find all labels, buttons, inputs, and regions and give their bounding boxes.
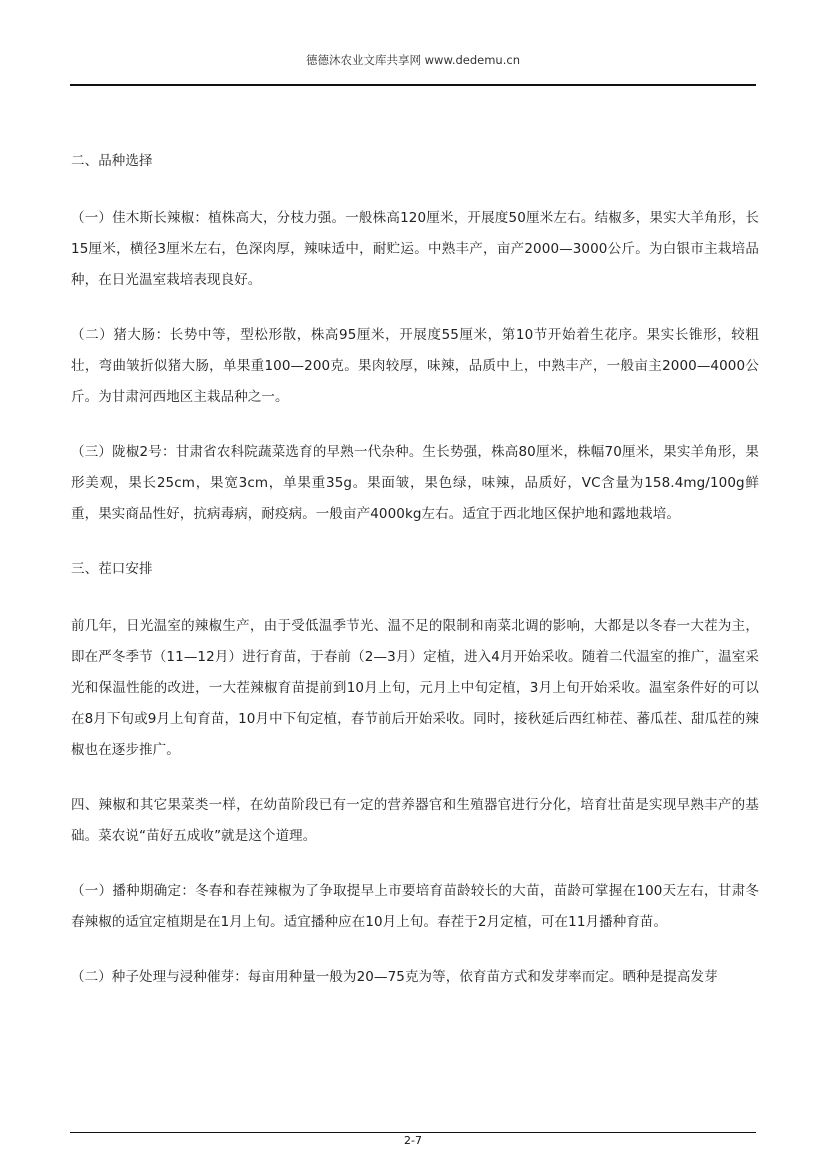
section-heading-crop-arrangement: 三、茬口安排: [71, 561, 153, 577]
document-body: [71, 146, 759, 1017]
page-number: 2-7: [404, 1134, 422, 1147]
paragraph-sowing-date: （一）播种期确定：冬春和春茬辣椒为了争取提早上市要培育苗龄较长的大苗，苗龄可掌握在100天左右，甘肃冬春辣椒的适宜定植期是在1月上旬。适宜播种应在10月上旬。春茬于2月定植，可在11月播种育苗。: [71, 883, 759, 930]
section-heading-variety: 二、品种选择: [71, 153, 153, 169]
footer-divider: [70, 1132, 756, 1133]
paragraph-seedling-section: 四、辣椒和其它果菜类一样，在幼苗阶段已有一定的营养器官和生殖器官进行分化，培育壮苗是实现早熟丰产的基础。菜农说“苗好五成收”就是这个道理。: [71, 797, 759, 844]
page-header: 德德沐农业文库共享网 www.dedemu.cn: [306, 53, 520, 67]
paragraph-variety-3: （三）陇椒2号：甘肃省农科院蔬菜选育的早熟一代杂种。生长势强，株高80厘米，株幅70厘米，果实羊角形，果形美观，果长25cm，果宽3cm，单果重35g。果面皱，果色绿，味辣，品质好，VC含量为158.4mg/100g鲜重，果实商品性好，抗病毒病，耐疫病。一般亩产4000kg左右。适宜于西北地区保护地和露地栽培。: [71, 444, 759, 522]
paragraph-crop-arrangement: 前几年，日光温室的辣椒生产，由于受低温季节光、温不足的限制和南菜北调的影响，大都是以冬春一大茬为主，即在严冬季节（11—12月）进行育苗，于春前（2—3月）定植，进入4月开始采收。随着二代温室的推广，温室采光和保温性能的改进，一大茬辣椒育苗提前到10月上旬，元月上中旬定植，3月上旬开始采收。温室条件好的可以在8月下旬或9月上旬育苗，10月中下旬定植，春节前后开始采收。同时，接秋延后西红柿茬、蕃瓜茬、甜瓜茬的辣椒也在逐步推广。: [71, 618, 759, 758]
paragraph-variety-2: （二）猪大肠：长势中等，型松形散，株高95厘米，开展度55厘米，第10节开始着生花序。果实长锥形，较粗壮，弯曲皱折似猪大肠，单果重100—200克。果肉较厚，味辣，品质中上，中熟丰产，一般亩主2000—4000公斤。为甘肃河西地区主栽品种之一。: [71, 327, 759, 405]
paragraph-seed-treatment: （二）种子处理与浸种催芽：每亩用种量一般为20—75克为等，依育苗方式和发芽率而定。晒种是提高发芽: [71, 969, 718, 985]
header-divider: [70, 84, 756, 86]
paragraph-variety-1: （一）佳木斯长辣椒：植株高大，分枝力强。一般株高120厘米，开展度50厘米左右。结椒多，果实大羊角形，长15厘米，横径3厘米左右，色深肉厚，辣味适中，耐贮运。中熟丰产，亩产2000—3000公斤。为白银市主栽培品种，在日光温室栽培表现良好。: [71, 210, 759, 288]
